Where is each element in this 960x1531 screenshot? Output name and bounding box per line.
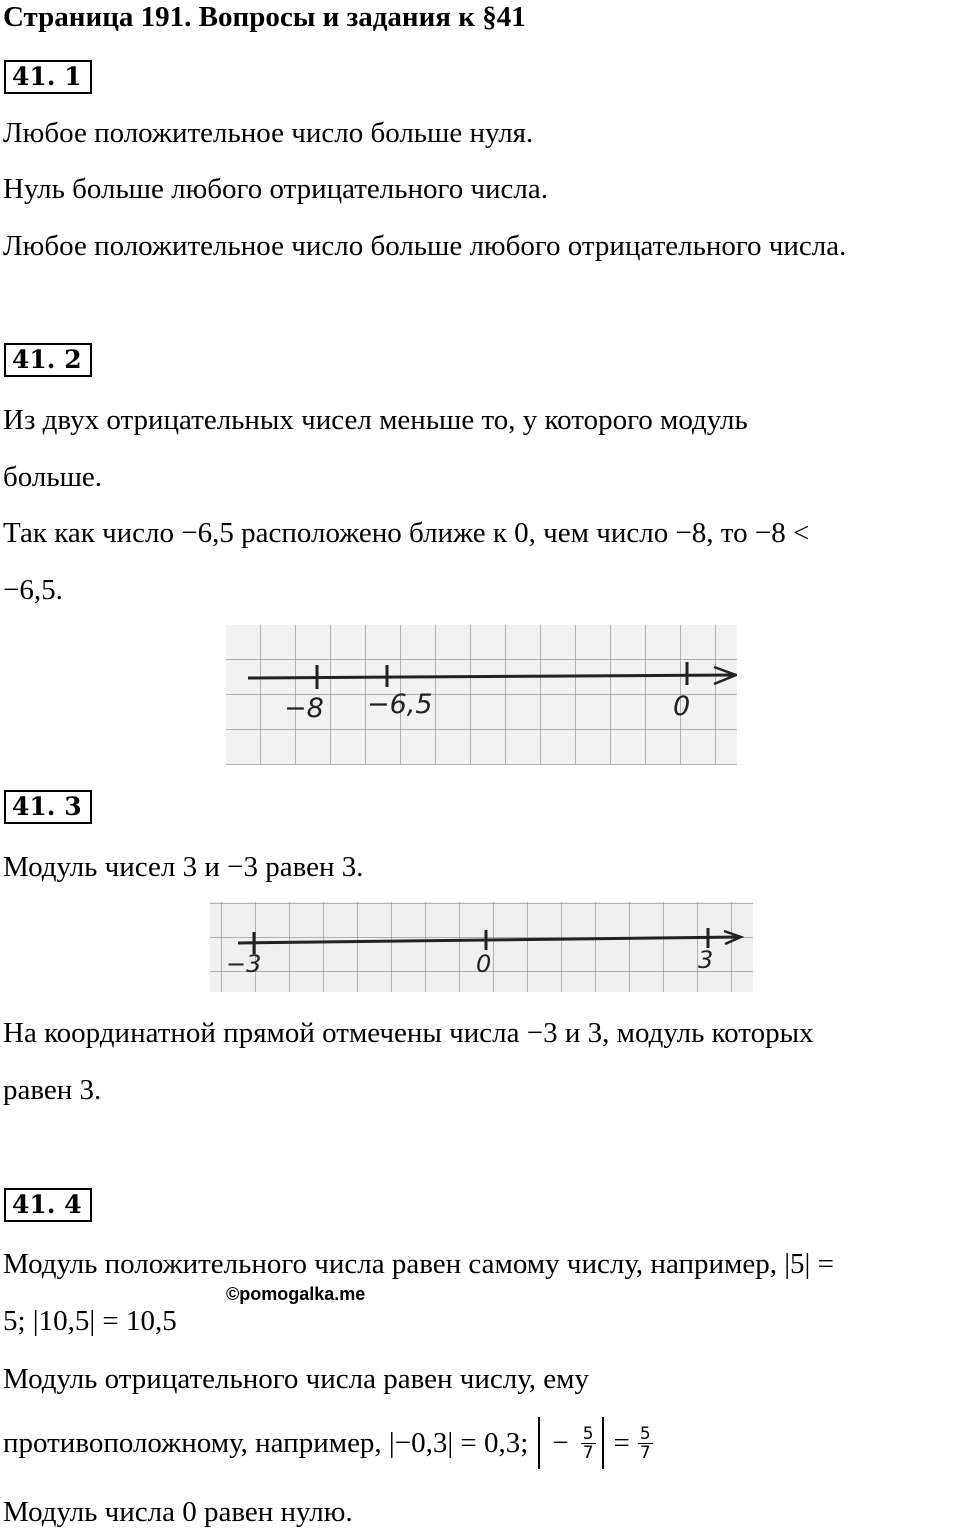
section-number-41-3: 41. 3 [4, 790, 92, 824]
number-line-figure-1 [226, 625, 737, 765]
fraction-5-7 [581, 1425, 596, 1462]
text-line: больше. [3, 461, 103, 493]
text-line: равен 3. [3, 1074, 102, 1106]
text-line: −6,5. [3, 574, 63, 606]
fraction-denominator: 7 [582, 1442, 594, 1463]
fraction-denominator: 7 [639, 1442, 651, 1463]
text-line: Модуль отрицательного числа равен числу, ему [3, 1363, 590, 1395]
tick-label: 0 [673, 691, 691, 722]
tick-label: −8 [284, 693, 324, 724]
text-line: Модуль числа 0 равен нулю. [3, 1496, 353, 1528]
section-number-41-2: 41. 2 [4, 343, 92, 377]
number-line-figure-2 [210, 902, 753, 992]
math-minus: − [552, 1427, 569, 1459]
tick-label: −6,5 [367, 689, 433, 720]
abs-bar-left [538, 1417, 540, 1469]
abs-bar-right [602, 1417, 604, 1469]
math-example-line [3, 1417, 655, 1469]
watermark: ©pomogalka.me [226, 1284, 366, 1304]
text-line: Модуль чисел 3 и −3 равен 3. [3, 851, 364, 883]
page-title: Страница 191. Вопросы и задания к §41 [3, 1, 526, 33]
text-line: Из двух отрицательных чисел меньше то, у которого модуль [3, 404, 748, 436]
section-number-41-4: 41. 4 [4, 1188, 92, 1222]
text-line: Любое положительное число больше любого отрицательного числа. [3, 230, 847, 262]
text-line: 5; |10,5| = 10,5 [3, 1305, 177, 1337]
tick-label: 0 [476, 950, 492, 978]
math-equals: = [613, 1427, 630, 1459]
fraction-numerator: 5 [582, 1423, 594, 1444]
text-line: Модуль положительного числа равен самому числу, например, |5| = [3, 1248, 834, 1280]
tick-label: −3 [226, 950, 262, 978]
text-line: Нуль больше любого отрицательного числа. [3, 173, 549, 205]
section-number-41-1: 41. 1 [4, 60, 92, 94]
text-line: Так как число −6,5 расположено ближе к 0, чем число −8, то −8 < [3, 517, 810, 549]
math-prefix: противоположному, например, |−0,3| = 0,3; [3, 1427, 529, 1459]
tick-label: 3 [698, 946, 714, 974]
text-line: На координатной прямой отмечены числа −3 и 3, модуль которых [3, 1017, 814, 1049]
fraction-5-7-result [638, 1425, 653, 1462]
text-line: Любое положительное число больше нуля. [3, 117, 534, 149]
fraction-numerator: 5 [639, 1423, 651, 1444]
